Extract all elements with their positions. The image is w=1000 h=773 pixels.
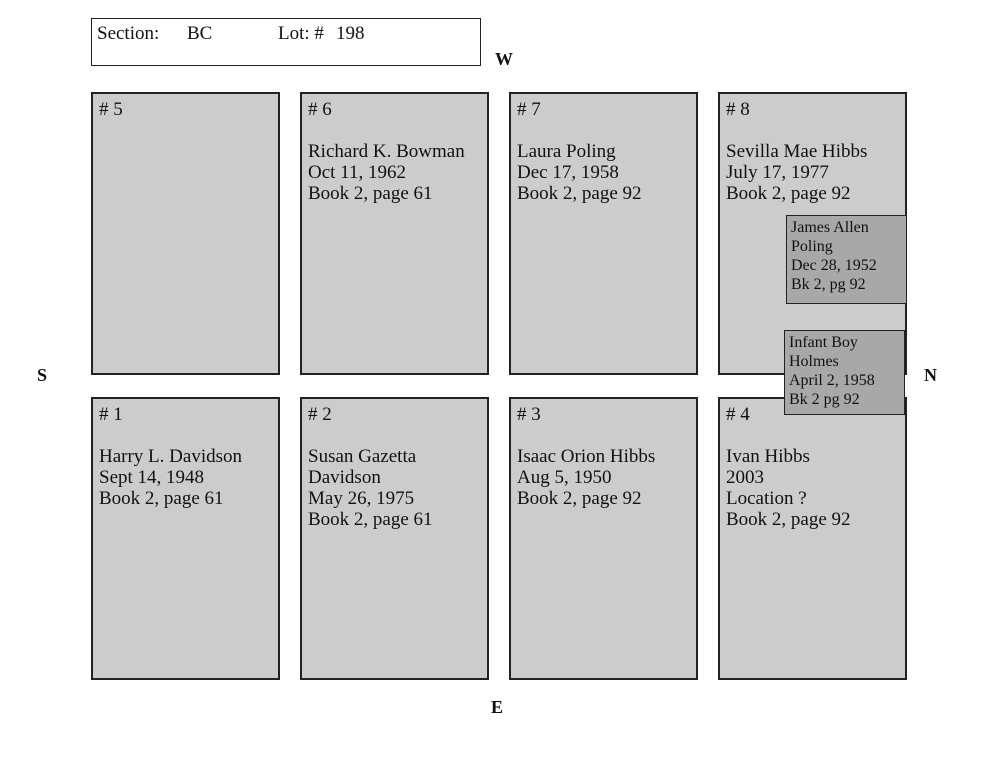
infant-burial-box (786, 215, 907, 304)
plot-1 (91, 397, 280, 680)
infant-burial-line: April 2, 1958 (789, 372, 875, 389)
plot-2 (300, 397, 489, 680)
plot-number: # 7 (517, 99, 541, 120)
plot-inscription-line: Book 2, page 92 (517, 488, 642, 509)
plot-inscription-line: Book 2, page 61 (99, 488, 224, 509)
plot-4 (718, 397, 907, 680)
plot-inscription-line: May 26, 1975 (308, 488, 415, 509)
plot-7 (509, 92, 698, 375)
plot-inscription-line: 2003 (726, 467, 764, 488)
infant-burial-box (784, 330, 905, 415)
plot-inscription-line: Oct 11, 1962 (308, 162, 406, 183)
infant-burial-line: Poling (791, 238, 833, 255)
section-label: Section: (97, 23, 160, 44)
section-lot-header (91, 18, 481, 66)
infant-burial-line: Infant Boy (789, 334, 858, 351)
plot-inscription-line: Book 2, page 61 (308, 183, 433, 204)
plot-inscription-line: Book 2, page 92 (726, 509, 851, 530)
plot-inscription-line: Book 2, page 61 (308, 509, 433, 530)
plot-inscription-line: July 17, 1977 (726, 162, 829, 183)
plot-inscription-line: Sevilla Mae Hibbs (726, 141, 868, 162)
plot-inscription-line: Susan Gazetta (308, 446, 417, 467)
plot-number: # 8 (726, 99, 750, 120)
infant-burial-line: Bk 2, pg 92 (791, 276, 866, 293)
section-value: BC (187, 23, 213, 44)
compass-south: S (37, 365, 48, 385)
plot-number: # 1 (99, 404, 123, 425)
plot-5 (91, 92, 280, 375)
plot-inscription-line: Harry L. Davidson (99, 446, 242, 467)
lot-value: 198 (336, 23, 365, 44)
plot-inscription-line: Aug 5, 1950 (517, 467, 612, 488)
plot-number: # 4 (726, 404, 750, 425)
infant-burial-line: James Allen (791, 219, 869, 236)
plot-inscription-line: Sept 14, 1948 (99, 467, 205, 488)
plot-6 (300, 92, 489, 375)
compass-east: E (491, 697, 504, 717)
plot-inscription-line: Book 2, page 92 (517, 183, 642, 204)
infant-burial-line: Dec 28, 1952 (791, 257, 877, 274)
plot-inscription-line: Davidson (308, 467, 381, 488)
compass-west: W (495, 49, 513, 69)
lot-label: Lot: # (278, 23, 324, 44)
infant-burial-line: Bk 2 pg 92 (789, 391, 860, 408)
plot-number: # 5 (99, 99, 123, 120)
plot-inscription-line: Book 2, page 92 (726, 183, 851, 204)
plot-number: # 2 (308, 404, 332, 425)
plot-inscription-line: Richard K. Bowman (308, 141, 465, 162)
plot-inscription-line: Location ? (726, 488, 807, 509)
plot-number: # 3 (517, 404, 541, 425)
plot-inscription-line: Isaac Orion Hibbs (517, 446, 656, 467)
plot-3 (509, 397, 698, 680)
plot-inscription-line: Laura Poling (517, 141, 616, 162)
plot-number: # 6 (308, 99, 332, 120)
infant-burial-line: Holmes (789, 353, 839, 370)
plot-inscription-line: Ivan Hibbs (726, 446, 810, 467)
plot-inscription-line: Dec 17, 1958 (517, 162, 619, 183)
compass-north: N (924, 365, 937, 385)
